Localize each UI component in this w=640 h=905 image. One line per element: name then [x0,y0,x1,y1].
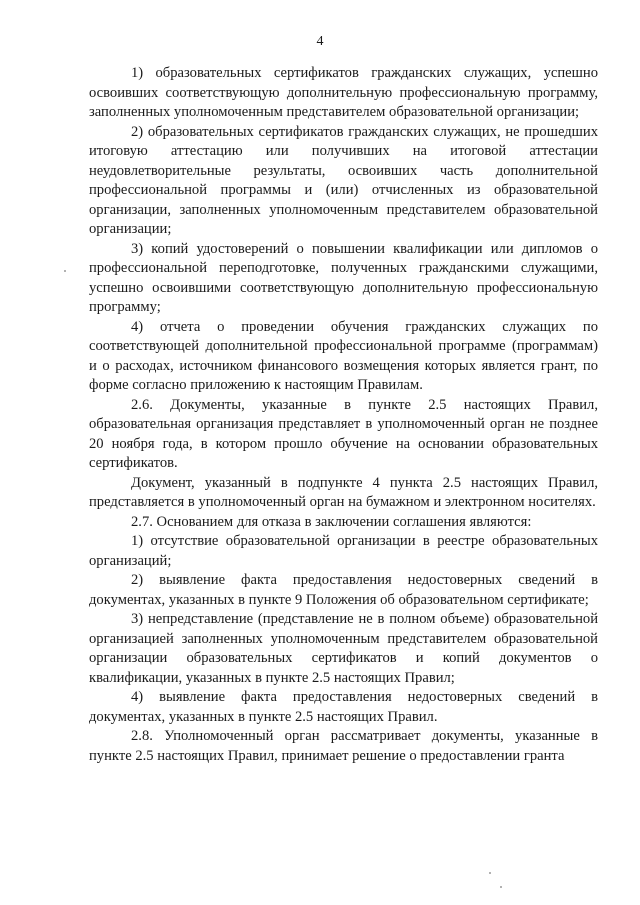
paragraph-clause-2-7: 2.7. Основанием для отказа в заключении соглашения являются: [131,513,532,530]
scan-speck [500,886,502,888]
paragraph-document-submission: Документ, указанный в подпункте 4 пункта 2.5 настоящих Правил, представляется в уполномоченный орган на бумажном и электронном носителях. [89,474,598,510]
paragraph-item-3-certificate-copies: 3) копий удостоверений о повышении квалификации или дипломов о профессиональной переподготовке, полученных гражданскими служащими, успешно освоившими соответствующую дополнительную профессиональную программу; [89,240,598,315]
page-number: 4 [316,34,324,49]
paragraph-refusal-2: 2) выявление факта предоставления недостоверных сведений в документах, указанных в пункте 9 Положения об образовательном сертификате; [89,572,598,608]
paragraph-item-1-certificates-completed: 1) образовательных сертификатов гражданских служащих, успешно освоивших соответствующую дополнительную профессиональную программу, заполненных уполномоченным представителем образовательной организации; [89,65,598,120]
paragraph-item-2-certificates-not-completed: 2) образовательных сертификатов гражданских служащих, не прошедших итоговую аттестацию или получивших на итоговой аттестации неудовлетворительные результаты, освоивших часть дополнительной профессиональной программы и (или) отчисленных из образовательной организации, заполненных уполномоченным представителем образовательной организации; [89,123,598,237]
scan-speck [489,872,491,874]
paragraph-clause-2-6: 2.6. Документы, указанные в пункте 2.5 настоящих Правил, образовательная организация представляет в уполномоченный орган не позднее 20 ноября года, в котором прошло обучение на основании образовательных сертификатов. [89,396,598,471]
document-body [89,64,598,766]
paragraph-refusal-3: 3) непредставление (представление не в полном объеме) образовательной организацией заполненных уполномоченным представителем образовательной организации образовательных сертификатов и копий документов о квалификации, указанных в пункте 2.5 настоящих Правил; [89,611,598,686]
paragraph-clause-2-8: 2.8. Уполномоченный орган рассматривает документы, указанные в пункте 2.5 настоящих Правил, принимает решение о предоставлении гранта [89,728,598,764]
paragraph-item-4-training-report: 4) отчета о проведении обучения гражданских служащих по соответствующей дополнительной профессиональной программе (программам) и о расходах, источником финансового возмещения которых является грант, по форме согласно приложению к настоящим Правилам. [89,318,598,393]
paragraph-refusal-4: 4) выявление факта предоставления недостоверных сведений в документах, указанных в пункте 2.5 настоящих Правил. [89,689,598,725]
paragraph-refusal-1: 1) отсутствие образовательной организации в реестре образовательных организаций; [89,533,598,569]
scan-speck [64,270,66,272]
